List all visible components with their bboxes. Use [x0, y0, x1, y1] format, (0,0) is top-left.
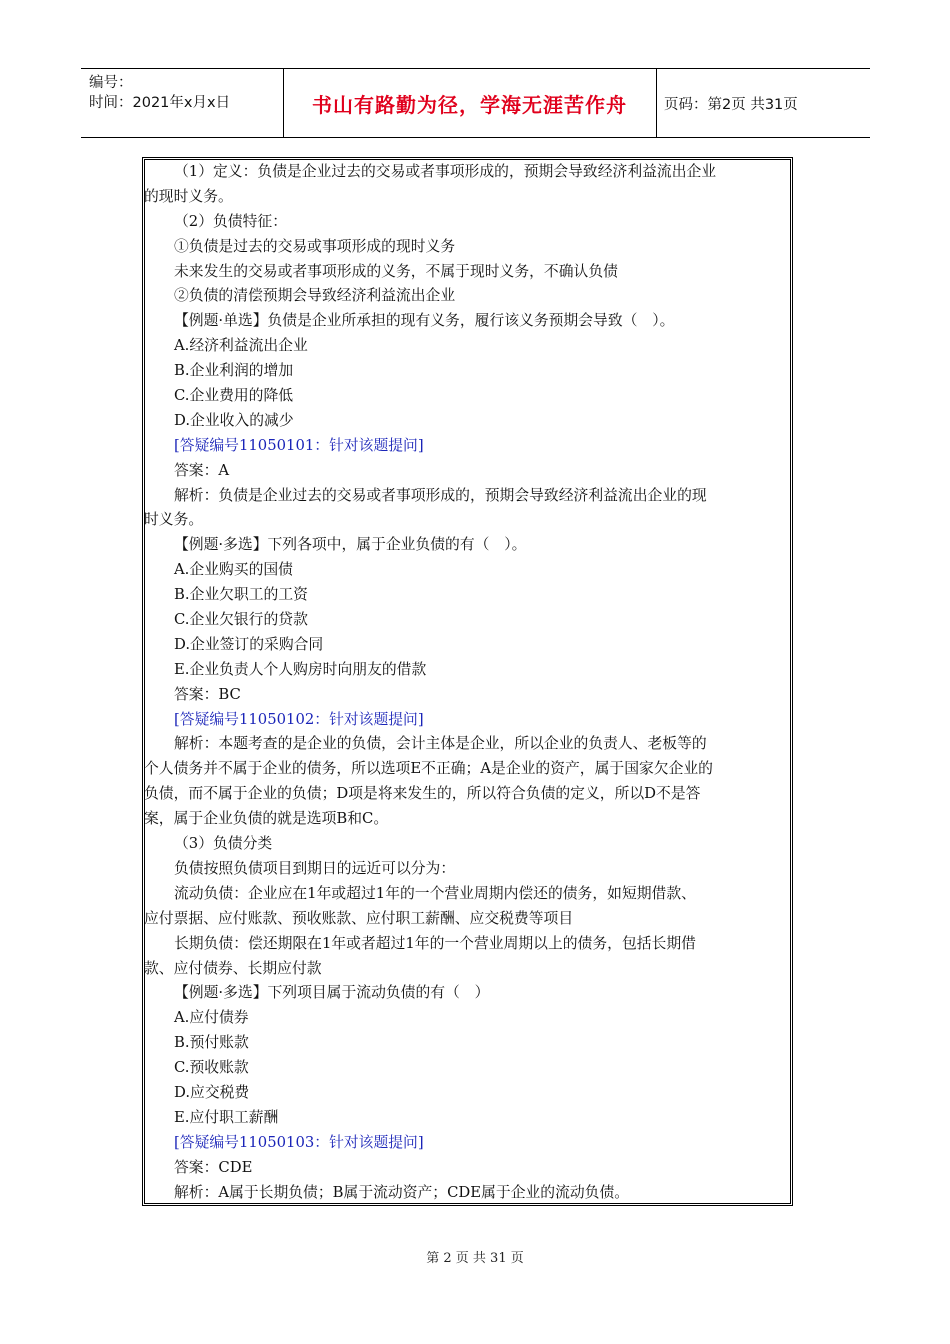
- text-line: 案，属于企业负债的就是选项B和C。: [144, 810, 389, 828]
- text-line: 解析：本题考查的是企业的负债，会计主体是企业，所以企业的负责人、老板等的: [174, 735, 707, 753]
- text-line: 的现时义务。: [144, 187, 233, 205]
- text-line: C.企业欠银行的贷款: [174, 611, 308, 629]
- document-time-label: 时间：2021年x月x日: [89, 95, 231, 111]
- text-line: （1）定义：负债是企业过去的交易或者事项形成的，预期会导致经济利益流出企业: [174, 163, 717, 180]
- text-line: 解析：负债是企业过去的交易或者事项形成的，预期会导致经济利益流出企业的现: [174, 486, 707, 504]
- text-line: E.应付职工薪酬: [174, 1108, 279, 1126]
- text-line: A.应付债券: [174, 1009, 249, 1027]
- text-line: 应付票据、应付账款、预收账款、应付职工薪酬、应交税费等项目: [144, 909, 574, 927]
- text-line: D.应交税费: [174, 1083, 250, 1101]
- text-line: B.企业利润的增加: [174, 362, 294, 380]
- text-line: 答案：BC: [174, 685, 241, 703]
- document-body: [144, 160, 792, 1205]
- text-line: A.企业购买的国债: [174, 561, 293, 579]
- text-line: C.预收账款: [174, 1059, 249, 1077]
- qa-reference-link[interactable]: [答疑编号11050101：针对该题提问]: [174, 436, 424, 454]
- qa-reference-link[interactable]: [答疑编号11050103：针对该题提问]: [174, 1133, 424, 1151]
- text-line: 负债，而不属于企业的负债；D项是将来发生的，所以符合负债的定义，所以D不是答: [144, 785, 701, 803]
- text-line: 【例题·多选】下列各项中，属于企业负债的有（ ）。: [174, 536, 527, 554]
- header-meta: [89, 73, 230, 113]
- text-line: E.企业负责人个人购房时向朋友的借款: [174, 660, 427, 678]
- text-line: ①负债是过去的交易或事项形成的现时义务: [174, 237, 456, 255]
- text-line: C.企业费用的降低: [174, 387, 294, 405]
- text-line: 个人债务并不属于企业的债务，所以选项E不正确；A是企业的资产，属于国家欠企业的: [144, 760, 713, 778]
- header-page-info: 页码：第2页 共31页: [664, 96, 798, 113]
- text-line: 时义务。: [144, 511, 204, 529]
- qa-reference-link[interactable]: [答疑编号11050102：针对该题提问]: [174, 710, 424, 728]
- text-line: （3）负债分类: [174, 835, 273, 853]
- text-line: 负债按照负债项目到期日的远近可以分为：: [174, 859, 456, 877]
- header-divider: [656, 69, 657, 137]
- document-number-label: 编号：: [89, 75, 133, 91]
- text-line: D.企业签订的采购合同: [174, 635, 324, 653]
- text-line: D.企业收入的减少: [174, 411, 294, 429]
- text-line: 长期负债：偿还期限在1年或者超过1年的一个营业周期以上的债务，包括长期借: [174, 934, 696, 952]
- text-line: ②负债的清偿预期会导致经济利益流出企业: [174, 287, 456, 305]
- text-line: 【例题·多选】下列项目属于流动负债的有（ ）: [174, 984, 490, 1002]
- header-motto: 书山有路勤为径，学海无涯苦作舟: [312, 92, 627, 117]
- text-line: 款、应付债券、长期应付款: [144, 959, 322, 977]
- text-line: 解析：A属于长期负债；B属于流动资产；CDE属于企业的流动负债。: [174, 1183, 630, 1201]
- text-line: B.企业欠职工的工资: [174, 586, 308, 604]
- text-line: A.经济利益流出企业: [174, 337, 308, 355]
- text-line: 答案：CDE: [174, 1158, 253, 1176]
- text-line: 答案：A: [174, 461, 230, 479]
- text-line: （2）负债特征：: [174, 212, 287, 230]
- text-line: 未来发生的交易或者事项形成的义务，不属于现时义务，不确认负债: [174, 262, 618, 280]
- page-header: [81, 68, 870, 138]
- page-footer: 第 2 页 共 31 页: [426, 1251, 524, 1266]
- text-line: B.预付账款: [174, 1034, 249, 1052]
- text-line: 流动负债：企业应在1年或超过1年的一个营业周期内偿还的债务，如短期借款、: [174, 884, 696, 902]
- text-line: 【例题·单选】负债是企业所承担的现有义务，履行该义务预期会导致（ ）。: [174, 312, 675, 330]
